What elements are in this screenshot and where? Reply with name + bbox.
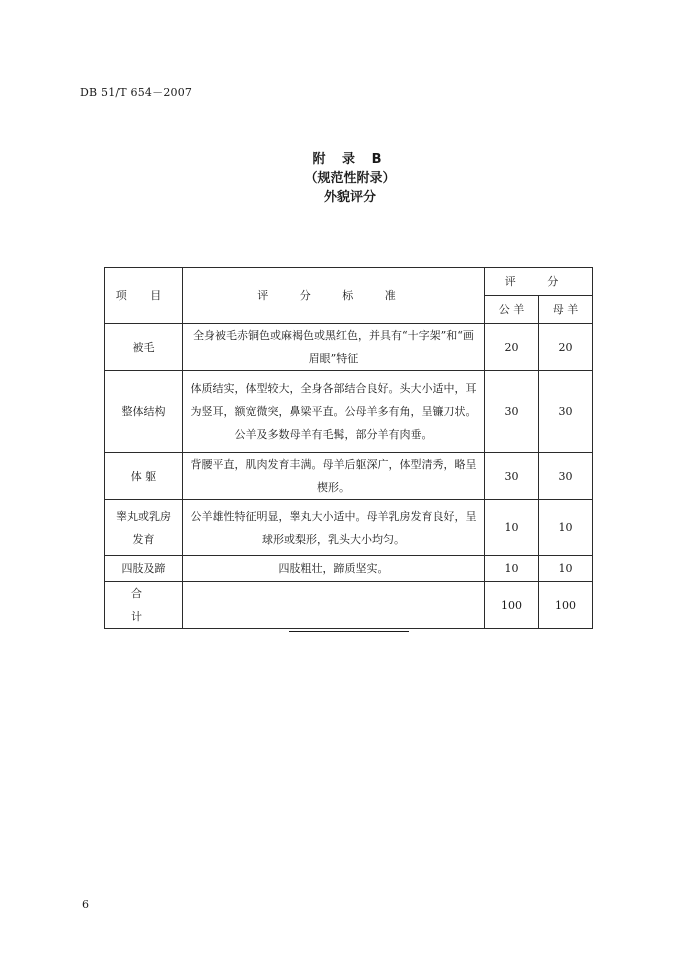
row-item: 四肢及蹄 (105, 556, 183, 582)
total-ram-score: 100 (485, 582, 539, 629)
header-criteria: 评 分 标 准 (183, 268, 485, 324)
header-item: 项 目 (105, 268, 183, 324)
document-code: DB 51/T 654－2007 (80, 86, 193, 99)
row-criteria: 公羊雄性特征明显，睾丸大小适中。母羊乳房发育良好，呈球形或梨形，乳头大小均匀。 (183, 500, 485, 556)
row-ram-score: 20 (485, 324, 539, 371)
row-criteria: 全身被毛赤铜色或麻褐色或黑红色，并具有“十字架”和“画眉眼”特征 (183, 324, 485, 371)
table-row (105, 371, 593, 453)
total-label: 合 计 (105, 582, 183, 629)
row-criteria: 体质结实，体型较大，全身各部结合良好。头大小适中，耳为竖耳，额宽微突，鼻梁平直。公母羊多有角，呈镰刀状。公羊及多数母羊有毛髯，部分羊有肉垂。 (183, 371, 485, 453)
row-item: 被毛 (105, 324, 183, 371)
table-row (105, 556, 593, 582)
annex-heading (0, 150, 680, 207)
row-ewe-score: 30 (539, 453, 593, 500)
annex-title: 外貌评分 (323, 190, 376, 205)
header-ram: 公 羊 (485, 296, 539, 324)
row-criteria: 四肢粗壮，蹄质坚实。 (183, 556, 485, 582)
table-row (105, 500, 593, 556)
row-ram-score: 10 (485, 556, 539, 582)
annex-type: （规范性附录） (304, 171, 396, 186)
total-criteria (183, 582, 485, 629)
row-criteria: 背腰平直，肌肉发育丰满。母羊后躯深广，体型清秀，略呈楔形。 (183, 453, 485, 500)
table-row (105, 453, 593, 500)
header-ewe: 母 羊 (539, 296, 593, 324)
end-of-annex-rule (289, 631, 409, 632)
row-item: 体 躯 (105, 453, 183, 500)
header-score: 评 分 (485, 268, 593, 296)
row-ram-score: 30 (485, 371, 539, 453)
row-ewe-score: 10 (539, 500, 593, 556)
total-ewe-score: 100 (539, 582, 593, 629)
table-header-row (105, 268, 593, 296)
row-item: 睾丸或乳房发育 (105, 500, 183, 556)
row-ewe-score: 10 (539, 556, 593, 582)
page-number: 6 (82, 898, 89, 911)
table-total-row (105, 582, 593, 629)
table-row (105, 324, 593, 371)
row-ewe-score: 30 (539, 371, 593, 453)
row-ram-score: 10 (485, 500, 539, 556)
row-item: 整体结构 (105, 371, 183, 453)
annex-label: 附 录 B (312, 152, 388, 167)
appearance-score-table (104, 267, 593, 629)
row-ewe-score: 20 (539, 324, 593, 371)
row-ram-score: 30 (485, 453, 539, 500)
